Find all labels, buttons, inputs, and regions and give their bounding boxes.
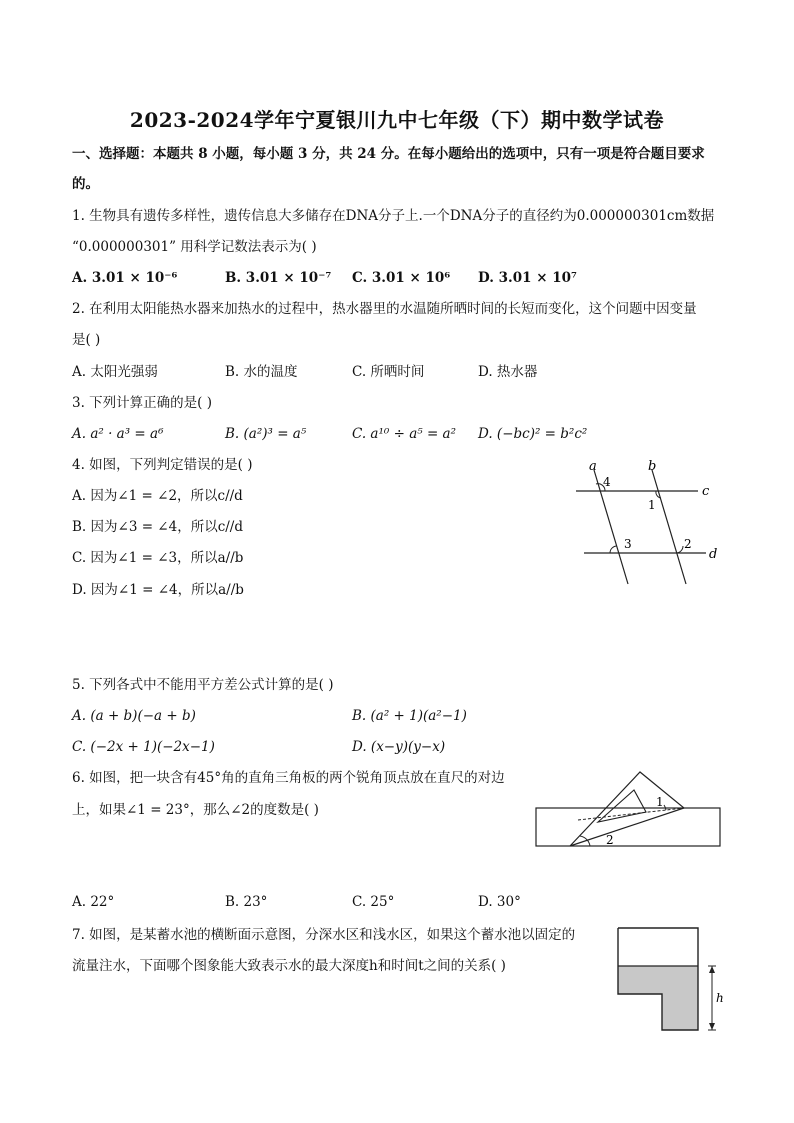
angle-3-arc — [610, 546, 617, 553]
q7-figure-reservoir — [612, 926, 732, 1034]
q2-option-d[interactable]: D. 热水器 — [478, 364, 538, 380]
label-b: b — [648, 459, 657, 474]
water-area — [618, 966, 698, 1030]
label-2: 2 — [606, 833, 614, 847]
q4-option-a[interactable]: A. 因为∠1 = ∠2，所以c//d — [72, 488, 243, 504]
q4-figure-parallel-lines — [570, 458, 730, 588]
q7-stem-line1: 7. 如图，是某蓄水池的横断面示意图，分深水区和浅水区，如果这个蓄水池以固定的 — [72, 927, 576, 943]
q3-option-c[interactable]: C. a¹⁰ ÷ a⁵ = a² — [352, 426, 457, 442]
q6-figure-ruler-triangle — [534, 768, 724, 850]
label-3: 3 — [624, 537, 632, 551]
q4-option-d[interactable]: D. 因为∠1 = ∠4，所以a//b — [72, 582, 244, 598]
q5-option-b[interactable]: B. (a² + 1)(a²−1) — [352, 708, 467, 724]
q3-option-b[interactable]: B. (a²)³ = a⁵ — [225, 426, 307, 442]
h-arrow-up — [709, 966, 715, 973]
q3-option-d[interactable]: D. (−bc)² = b²c² — [478, 426, 588, 442]
q1-option-d[interactable]: D. 3.01 × 10⁷ — [478, 270, 577, 286]
q4-option-b[interactable]: B. 因为∠3 = ∠4，所以c//d — [72, 519, 243, 535]
line-a — [594, 470, 628, 584]
q6-option-b[interactable]: B. 23° — [225, 894, 268, 910]
dashed-line — [578, 808, 684, 820]
q5-option-a[interactable]: A. (a + b)(−a + b) — [72, 708, 196, 724]
q3-option-a[interactable]: A. a² · a³ = a⁶ — [72, 426, 164, 442]
q6-stem-line1: 6. 如图，把一块含有45°角的直角三角板的两个锐角顶点放在直尺的对边 — [72, 770, 505, 786]
q1-option-c[interactable]: C. 3.01 × 10⁶ — [352, 270, 451, 286]
q6-option-d[interactable]: D. 30° — [478, 894, 521, 910]
q2-stem-line2: 是( ) — [72, 332, 101, 348]
section-header-line2: 的。 — [72, 176, 99, 192]
q4-stem: 4. 如图，下列判定错误的是( ) — [72, 457, 253, 473]
q1-stem-line1: 1. 生物具有遗传多样性，遗传信息大多储存在DNA分子上.一个DNA分子的直径约为0.000000301cm数据 — [72, 208, 715, 224]
q5-stem: 5. 下列各式中不能用平方差公式计算的是( ) — [72, 677, 334, 693]
label-a: a — [589, 459, 597, 474]
q6-option-a[interactable]: A. 22° — [72, 894, 115, 910]
q3-stem: 3. 下列计算正确的是( ) — [72, 395, 212, 411]
line-b — [652, 470, 686, 584]
q2-stem-line1: 2. 在利用太阳能热水器来加热水的过程中，热水器里的水温随所晒时间的长短而变化，这个问题中因变量 — [72, 301, 697, 317]
label-1: 1 — [656, 795, 664, 809]
label-h: h — [716, 991, 724, 1005]
q2-option-a[interactable]: A. 太阳光强弱 — [72, 364, 158, 380]
label-2: 2 — [684, 537, 692, 551]
section-header-line1: 一、选择题：本题共 8 小题，每小题 3 分，共 24 分。在每小题给出的选项中，只有一项是符合题目要求 — [72, 146, 705, 162]
label-d: d — [709, 547, 718, 562]
q5-option-d[interactable]: D. (x−y)(y−x) — [352, 739, 446, 755]
q7-stem-line2: 流量注水，下面哪个图象能大致表示水的最大深度h和时间t之间的关系( ) — [72, 958, 506, 974]
q5-option-c[interactable]: C. (−2x + 1)(−2x−1) — [72, 739, 215, 755]
triangle-outer — [570, 772, 684, 846]
q2-option-b[interactable]: B. 水的温度 — [225, 364, 298, 380]
q1-option-b[interactable]: B. 3.01 × 10⁻⁷ — [225, 270, 332, 286]
q2-option-c[interactable]: C. 所晒时间 — [352, 364, 425, 380]
label-1: 1 — [648, 498, 656, 512]
q6-stem-line2: 上，如果∠1 = 23°，那么∠2的度数是( ) — [72, 802, 319, 818]
q1-option-a[interactable]: A. 3.01 × 10⁻⁶ — [72, 270, 178, 286]
q4-option-c[interactable]: C. 因为∠1 = ∠3，所以a//b — [72, 550, 244, 566]
label-c: c — [702, 484, 710, 499]
q1-stem-line2: “0.000000301” 用科学记数法表示为( ) — [72, 239, 317, 255]
h-arrow-down — [709, 1023, 715, 1030]
q6-option-c[interactable]: C. 25° — [352, 894, 395, 910]
label-4: 4 — [603, 475, 611, 489]
page-title: 2023-2024学年宁夏银川九中七年级（下）期中数学试卷 — [129, 108, 665, 132]
